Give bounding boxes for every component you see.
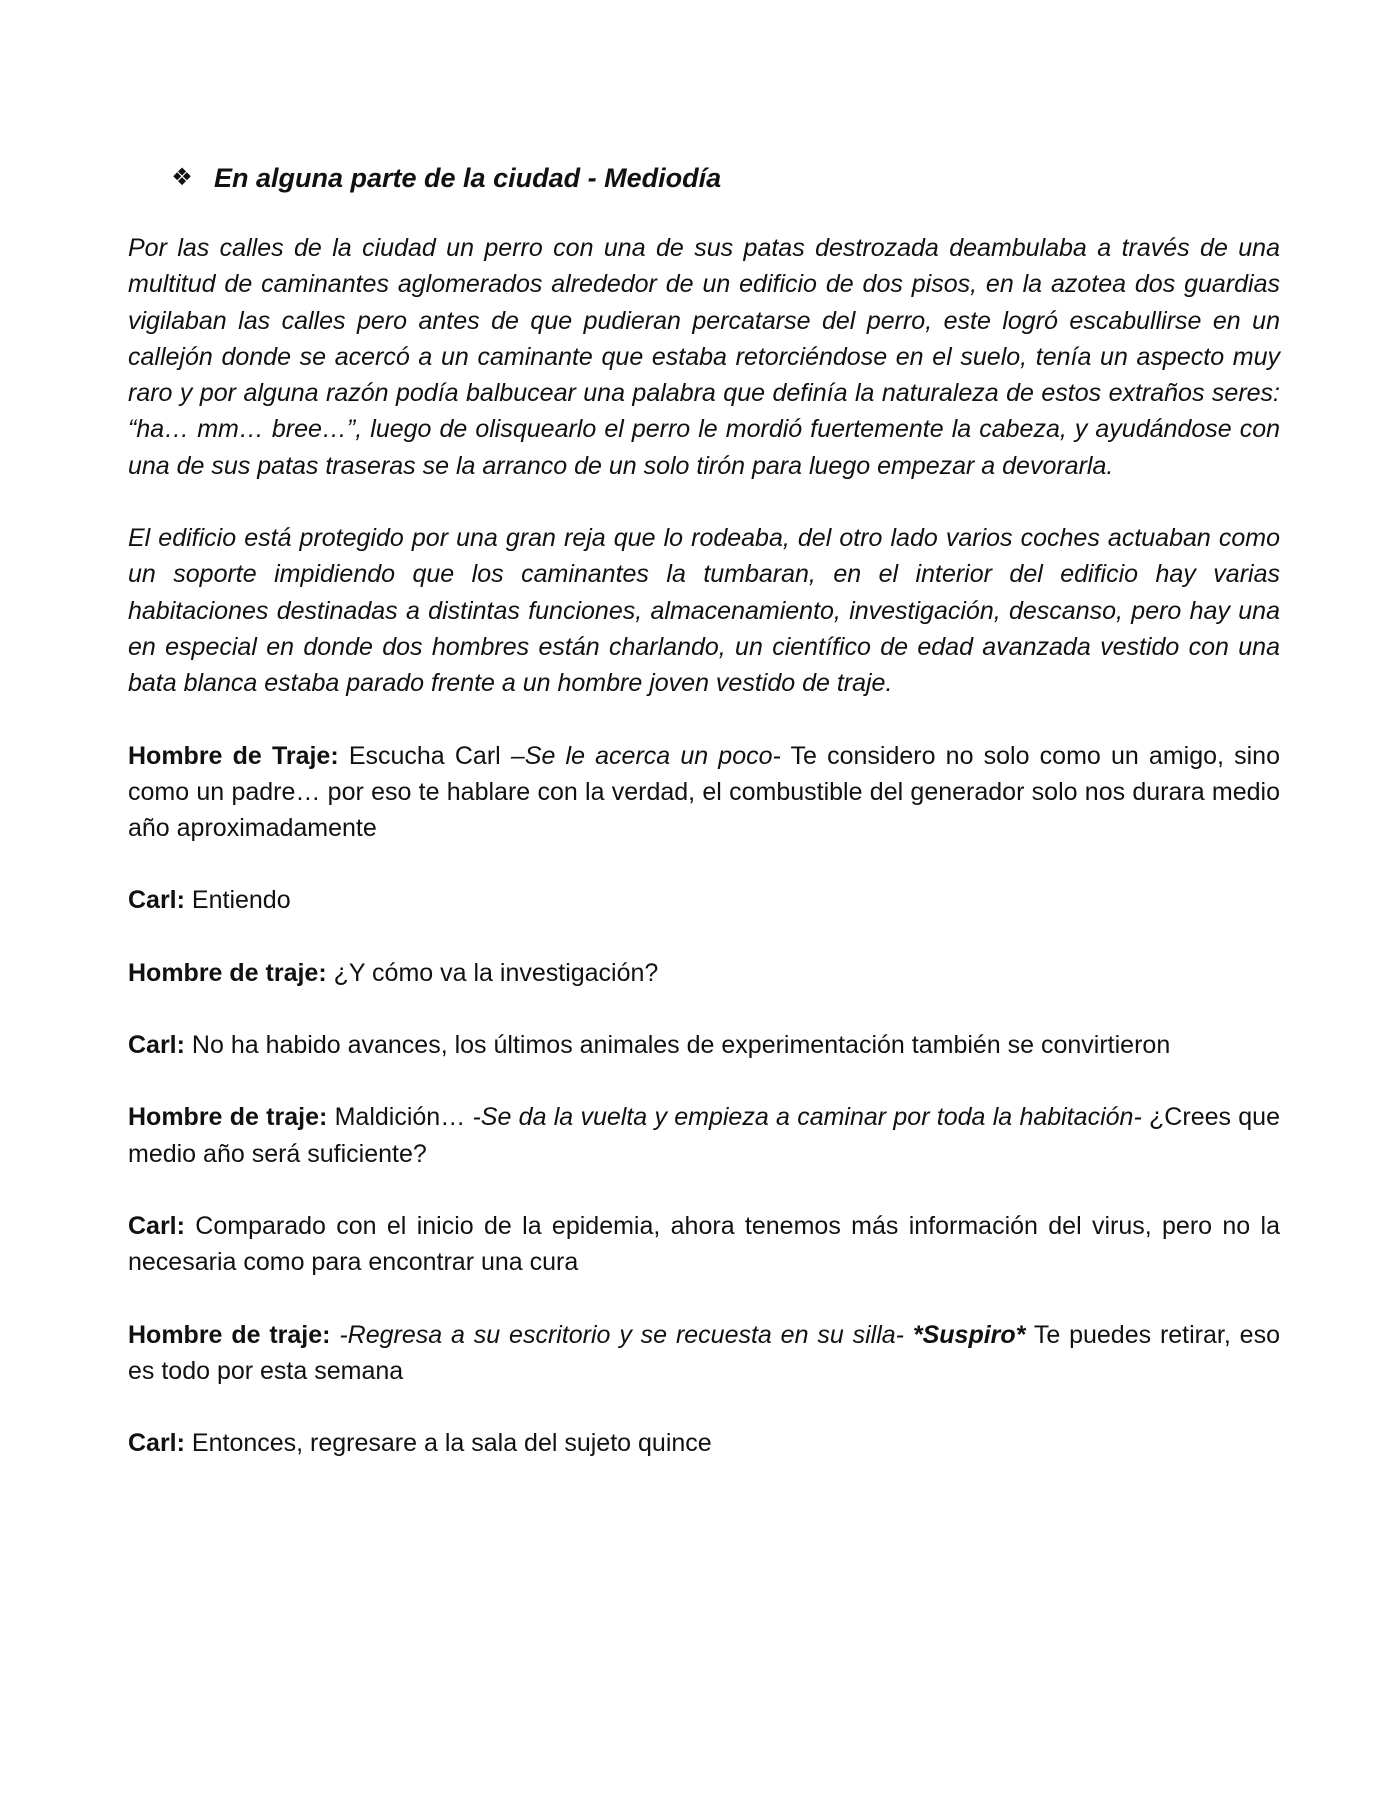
speaker-name: Hombre de traje: bbox=[128, 1320, 331, 1349]
stage-direction: -Regresa a su escritorio y se recuesta en su silla- bbox=[339, 1320, 905, 1349]
dialogue-line bbox=[128, 1425, 1280, 1461]
document-page bbox=[128, 160, 1280, 1497]
dialogue-text: Comparado con el inicio de la epidemia, ahora tenemos más información del virus, pero no la necesaria como para encontrar una cura bbox=[128, 1211, 1280, 1277]
scene-heading bbox=[170, 160, 1280, 196]
sound-effect: *Suspiro* bbox=[912, 1320, 1026, 1349]
dialogue-line bbox=[128, 1027, 1280, 1063]
dialogue-line bbox=[128, 1317, 1280, 1390]
dialogue-text bbox=[904, 1321, 913, 1349]
stage-direction: –Se le acerca un poco- bbox=[510, 741, 781, 770]
speaker-name: Carl: bbox=[128, 1429, 185, 1458]
dialogue-text: Te puedes retirar, eso es todo por esta semana bbox=[128, 1320, 1280, 1385]
dialogue-line bbox=[128, 955, 1280, 991]
dialogue-text: Te considero no solo como un amigo, sino como un padre… por eso te hablare con la verdad, el combustible del generador solo nos durara medio año aproximadamente bbox=[128, 741, 1280, 843]
dialogue-text bbox=[330, 1321, 339, 1349]
speaker-name: Hombre de traje: bbox=[128, 1103, 328, 1132]
dialogue-text: ¿Crees que medio año será suficiente? bbox=[128, 1103, 1280, 1168]
narration-paragraph: Por las calles de la ciudad un perro con una de sus patas destrozada deambulaba a través de una multitud de caminantes aglomerados alrededor de un edificio de dos pisos, en la azotea dos guardias vigilaban las calles pero antes de que pudieran percatarse del perro, este logró escabullirse en un callejón donde se acercó a un caminante que estaba retorciéndose en el suelo, tenía un aspecto muy raro y por alguna razón podía balbucear una palabra que definía la naturaleza de estos extraños seres: “ha… mm… bree…”, luego de olisquearlo el perro le mordió fuertemente la cabeza, y ayudándose con una de sus patas traseras se la arranco de un solo tirón para luego empezar a devorarla. bbox=[128, 234, 1280, 480]
dialogue-line bbox=[128, 882, 1280, 918]
stage-direction: -Se da la vuelta y empieza a caminar por toda la habitación- bbox=[472, 1103, 1142, 1132]
diamond-bullet-icon: ❖ bbox=[171, 164, 193, 191]
speaker-name: Hombre de Traje: bbox=[128, 741, 339, 770]
speaker-name: Carl: bbox=[128, 886, 185, 915]
speaker-name: Hombre de traje: bbox=[128, 958, 327, 987]
speaker-name: Carl: bbox=[128, 1211, 185, 1240]
scene-heading-text: En alguna parte de la ciudad - Mediodía bbox=[214, 163, 722, 193]
dialogue-line bbox=[128, 1099, 1280, 1172]
dialogue-text: ¿Y cómo va la investigación? bbox=[326, 958, 659, 987]
dialogue-text: No ha habido avances, los últimos animales de experimentación también se convirtieron bbox=[184, 1031, 1171, 1060]
dialogue-text: Entonces, regresare a la sala del sujeto quince bbox=[184, 1429, 712, 1458]
dialogue-text: Maldición… bbox=[327, 1103, 473, 1132]
dialogue-line bbox=[128, 1208, 1280, 1281]
dialogue-line bbox=[128, 738, 1280, 847]
dialogue-text: Entiendo bbox=[184, 886, 291, 915]
narration-paragraph: El edificio está protegido por una gran reja que lo rodeaba, del otro lado varios coches actuaban como un soporte impidiendo que los caminantes la tumbaran, en el interior del edificio hay varias habitaciones destinadas a distintas funciones, almacenamiento, investigación, descanso, pero hay una en especial en donde dos hombres están charlando, un científico de edad avanzada vestido con una bata blanca estaba parado frente a un hombre joven vestido de traje. bbox=[128, 524, 1280, 698]
dialogue-text: Escucha Carl bbox=[338, 741, 511, 770]
speaker-name: Carl: bbox=[128, 1031, 185, 1060]
